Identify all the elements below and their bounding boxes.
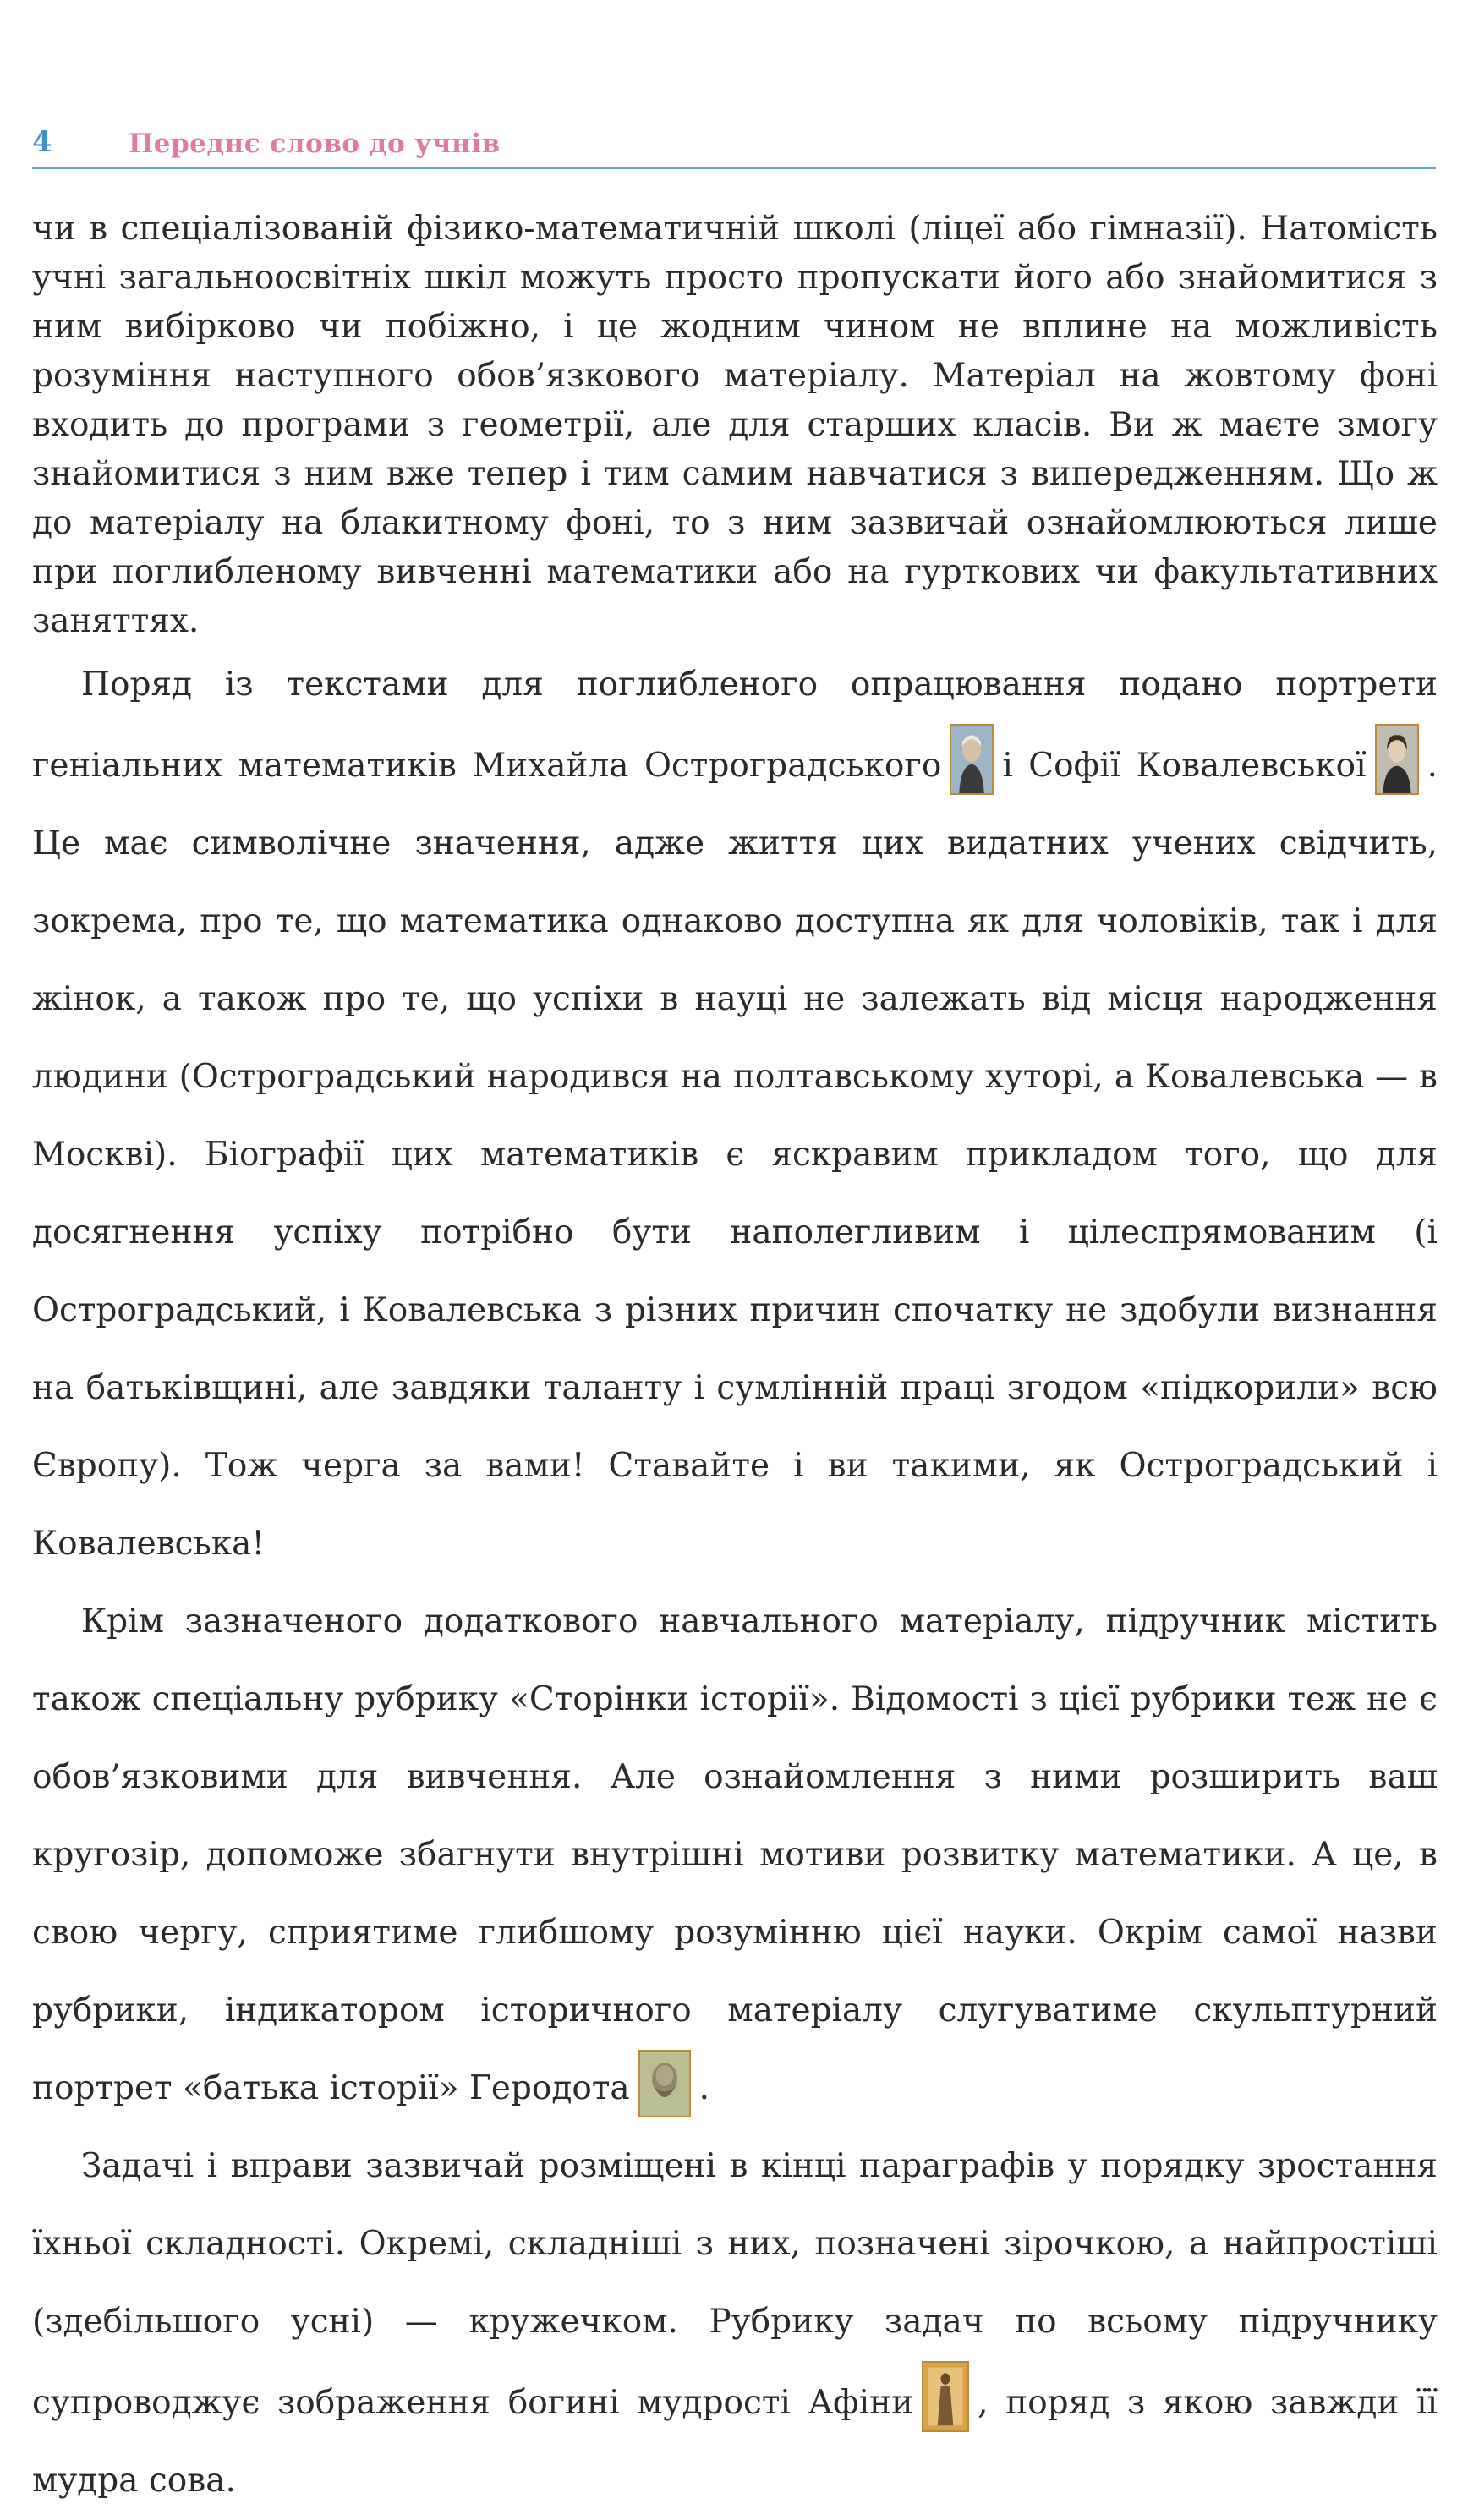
paragraph-4-text-a: Задачі і вправи зазвичай розміщені в кінці параграфів у порядку зростання їхньої складності. Окремі, складніші з них, позначені зірочкою, а найпростіші (здебільшого усні) — кружечком. Рубрику задач по всьому підручнику супроводжує зображення богині мудрості Афіни xyxy=(32,2147,1438,2422)
athena-figure-icon xyxy=(922,2361,969,2432)
kovalevskaya-portrait-icon xyxy=(1375,724,1419,795)
ostrogradsky-portrait-icon xyxy=(950,724,994,795)
paragraph-2-text-a: Поряд із текстами для поглибленого опрацювання подано портрети геніальних математиків Михайла Остроградського xyxy=(32,666,1438,785)
paragraph-4-text-b: , поряд з якою завжди її мудра сова. xyxy=(32,2384,1438,2500)
paragraph-2 xyxy=(32,646,1438,1583)
paragraph-2-text-b: і Софії Ковалевської xyxy=(1002,747,1367,785)
paragraph-3 xyxy=(32,1583,1438,2128)
paragraph-3-text-a: Крім зазначеного додаткового навчального матеріалу, підручник містить також спеціальну рубрику «Сторінки історії». Відомості з цієї рубрики теж не є обов’язковими для вивчення. Але ознайомлення з ними розширить ваш кругозір, допоможе збагнути внутрішні мотиви розвитку математики. А це, в свою чергу, сприятиме глибшому розумінню цієї науки. Окрім самої назви рубрики, індикатором історичного матеріалу слугуватиме скульптурний портрет «батька історії» Геродота xyxy=(32,1602,1438,2107)
page-content xyxy=(32,205,1438,2520)
page-number: 4 xyxy=(32,125,52,159)
running-title: Переднє слово до учнів xyxy=(129,129,501,159)
page-header xyxy=(32,118,1436,169)
paragraph-1: чи в спеціалізованій фізико-математичній школі (ліцеї або гімназії). Натомість учні загальноосвітніх шкіл можуть просто пропускати його або знайомитися з ним вибірково чи побіжно, і це жодним чином не вплине на можливість розуміння наступного обов’язкового матеріалу. Матеріал на жовтому фоні входить до програми з геометрії, але для старших класів. Ви ж маєте змогу знайомитися з ним вже тепер і тим самим навчатися з випередженням. Що ж до матеріалу на блакитному фоні, то з ним зазвичай ознайомлюються лише при поглибленому вивченні математики або на гурткових чи факультативних заняттях. xyxy=(32,210,1438,640)
paragraph-3-text-b: . xyxy=(698,2069,710,2107)
herodotus-portrait-icon xyxy=(638,2050,691,2117)
paragraph-4 xyxy=(32,2128,1438,2520)
paragraph-2-text-c: . Це має символічне значення, адже життя цих видатних учених свідчить, зокрема, про те, що математика однаково доступна як для чоловіків, так і для жінок, а також про те, що успіхи в науці не залежать від місця народження людини (Остроградський народився на полтавському хуторі, а Ковалевська — в Москві). Біографії цих математиків є яскравим прикладом того, що для досягнення успіху потрібно бути наполегливим і цілеспрямованим (і Остроградський, і Ковалевська з різних причин спочатку не здобули визнання на батьківщині, але завдяки таланту і сумлінній праці згодом «підкорили» всю Європу). Тож черга за вами! Ставайте і ви такими, як Остроградський і Ковалевська! xyxy=(32,747,1438,1563)
